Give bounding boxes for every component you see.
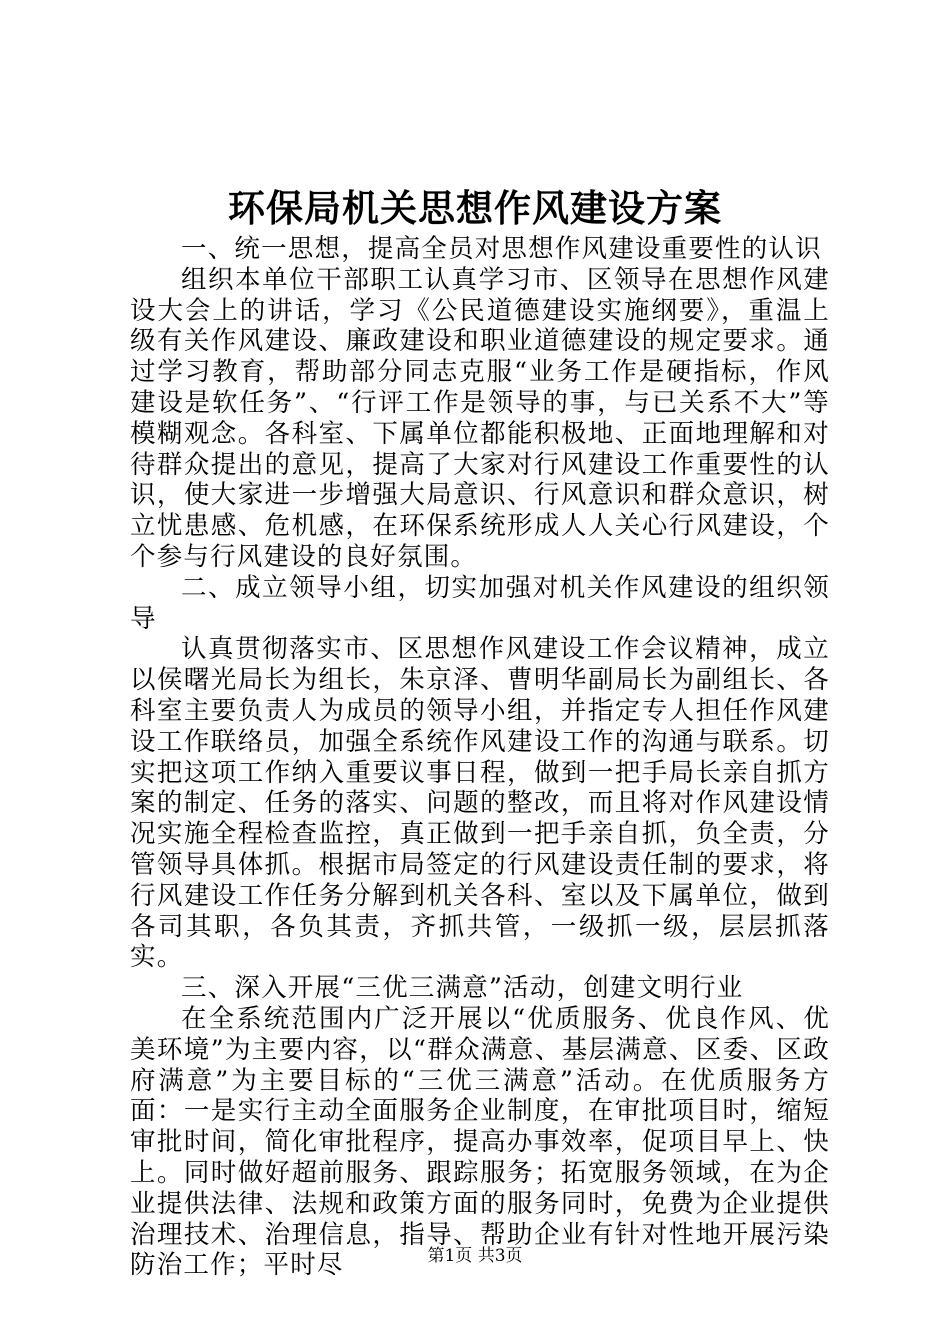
paragraph-1: 组织本单位干部职工认真学习市、区领导在思想作风建设大会上的讲话，学习《公民道德建设实施纲要》，重温上级有关作风建设、廉政建设和职业道德建设的规定要求。通过学习教育，帮助部分同志克服“业务工作是硬指标，作风建设是软任务”、“行评工作是领导的事，与已关系不大”等模糊观念。各科室、下属单位都能积极地、正面地理解和对待群众提出的意见，提高了大家对行风建设工作重要性的认识，使大家进一步增强大局意识、行风意识和群众意识，树立忧患感、危机感，在环保系统形成人人关心行风建设，个个参与行风建设的良好氛围。 bbox=[130, 264, 830, 572]
section-heading-3: 三、深入开展“三优三满意”活动，创建文明行业 bbox=[181, 973, 744, 1004]
section-heading-2: 二、成立领导小组，切实加强对机关作风建设的组织领导 bbox=[130, 572, 830, 634]
paragraph-2: 认真贯彻落实市、区思想作风建设工作会议精神，成立以侯曙光局长为组长，朱京泽、曹明华副局长为副组长、各科室主要负责人为成员的领导小组，并指定专人担任作风建设工作联络员，加强全系统作风建设工作的沟通与联系。切实把这项工作纳入重要议事日程，做到一把手局长亲自抓方案的制定、任务的落实、问题的整改，而且将对作风建设情况实施全程检查监控，真正做到一把手亲自抓，负全责，分管领导具体抓。根据市局签定的行风建设责任制的要求，将行风建设工作任务分解到机关各科、室以及下属单位，做到各司其职，各负其责，齐抓共管，一级抓一级，层层抓落实。 bbox=[130, 634, 830, 973]
section-heading-1: 一、统一思想，提高全员对思想作风建设重要性的认识 bbox=[181, 234, 822, 264]
document-body bbox=[130, 234, 830, 1281]
page-number-footer: 第1页 共3页 bbox=[427, 1246, 523, 1266]
paragraph-3: 在全系统范围内广泛开展以“优质服务、优良作风、优美环境”为主要内容，以“群众满意、基层满意、区委、区政府满意”为主要目标的“三优三满意”活动。在优质服务方面：一是实行主动全面服务企业制度，在审批项目时，缩短审批时间，简化审批程序，提高办事效率，促项目早上、快上。同时做好超前服务、跟踪服务；拓宽服务领域，在为企业提供法律、法规和政策方面的服务同时，免费为企业提供治理技术、治理信息，指导、帮助企业有针对性地开展污染防治工作；平时尽 bbox=[130, 1003, 830, 1281]
document-title: 环保局机关思想作风建设方案 bbox=[228, 186, 722, 230]
